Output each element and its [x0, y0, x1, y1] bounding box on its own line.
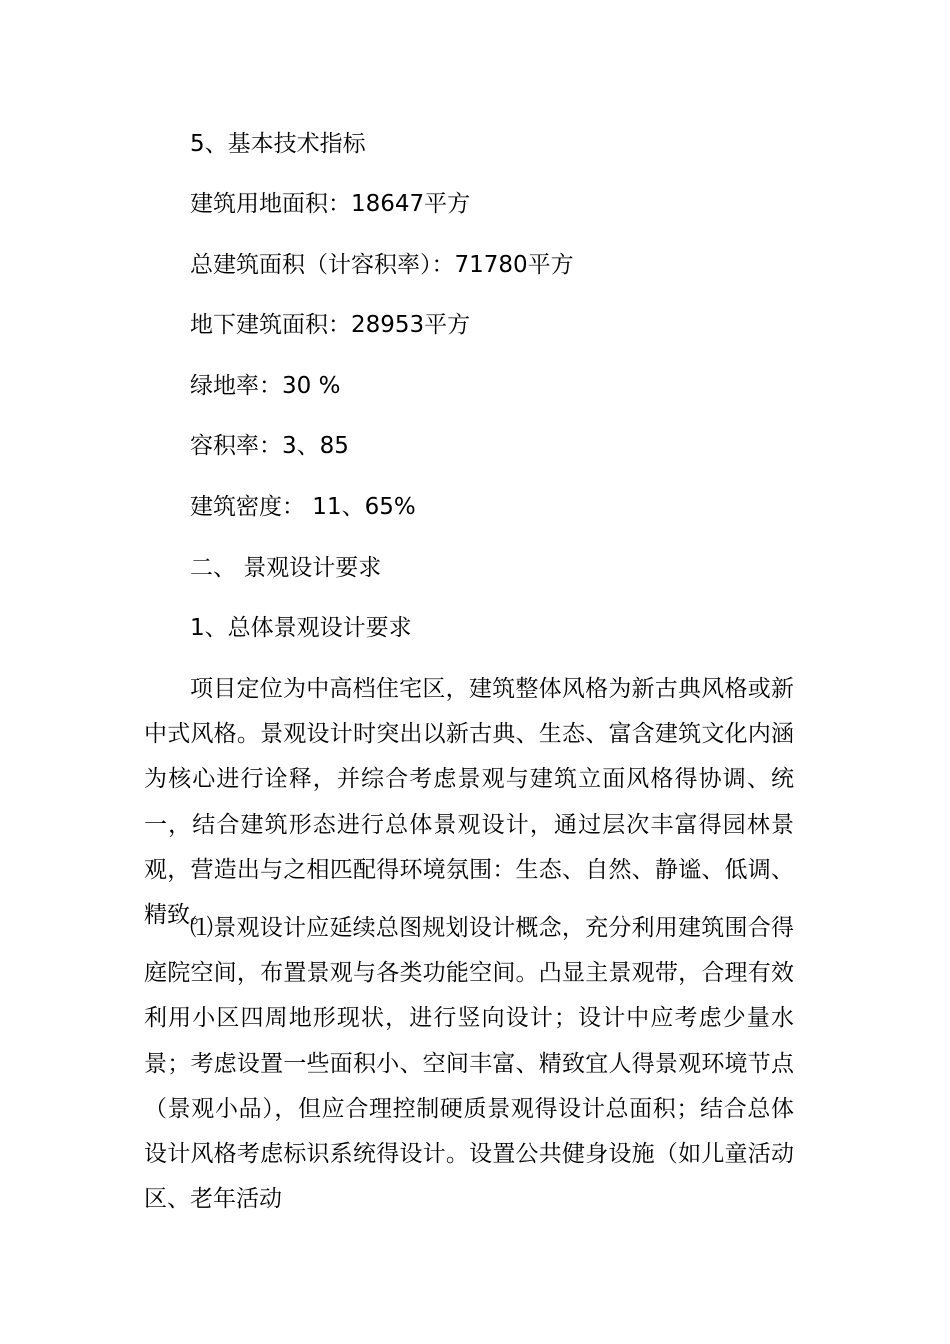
- heading-technical-indicators: 5、基本技术指标: [190, 131, 366, 157]
- plot-ratio-line: 容积率：3、85: [190, 433, 349, 459]
- paragraph-item-1: ⑴景观设计应延续总图规划设计概念，充分利用建筑围合得庭院空间，布置景观与各类功能空间。凸显主景观带，合理有效利用小区四周地形现状，进行竖向设计；设计中应考虑少量水景；考虑设置一些面积小、空间丰富、精致宜人得景观环境节点（景观小品），但应合理控制硬质景观得设计总面积；结合总体设计风格考虑标识系统得设计。设置公共健身设施（如儿童活动区、老年活动: [144, 915, 794, 1213]
- paragraph-positioning: 项目定位为中高档住宅区，建筑整体风格为新古典风格或新中式风格。景观设计时突出以新古典、生态、富含建筑文化内涵为核心进行诠释，并综合考虑景观与建筑立面风格得协调、统一，结合建筑形态进行总体景观设计，通过层次丰富得园林景观，营造出与之相匹配得环境氛围：生态、自然、静谧、低调、精致。: [144, 676, 794, 929]
- underground-area-line: 地下建筑面积：28953平方: [190, 312, 471, 338]
- total-floor-area-line: 总建筑面积（计容积率）：71780平方: [190, 252, 574, 278]
- green-rate-line: 绿地率：30 %: [190, 373, 341, 399]
- building-density-line: 建筑密度： 11、65%: [190, 494, 416, 520]
- subsection-heading-overall: 1、总体景观设计要求: [190, 615, 412, 641]
- land-area-line: 建筑用地面积：18647平方: [190, 191, 471, 217]
- section-heading-landscape: 二、 景观设计要求: [190, 555, 382, 581]
